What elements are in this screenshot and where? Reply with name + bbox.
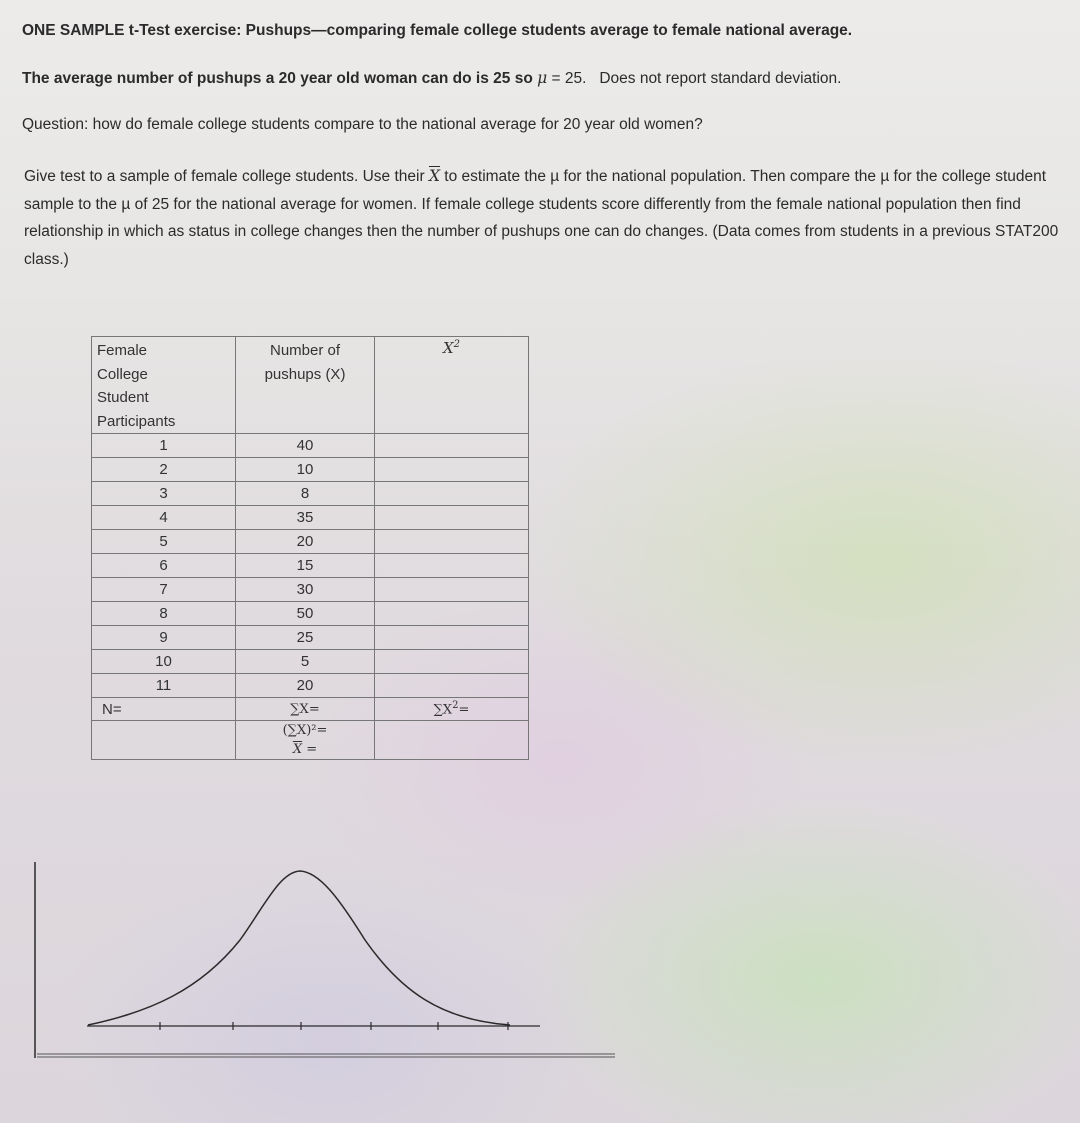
paragraph-part1: Give test to a sample of female college students. Use their: [24, 168, 425, 185]
participant-cell: 1: [92, 434, 236, 458]
participant-cell: 4: [92, 506, 236, 530]
sum-x-label: ∑X=: [236, 698, 375, 721]
header-x-squared: $X^2$: [375, 337, 529, 434]
header-participants: Female College Student Participants: [92, 337, 236, 434]
participant-cell: 11: [92, 674, 236, 698]
participant-cell: 7: [92, 578, 236, 602]
pushups-cell: 5: [236, 650, 375, 674]
pushups-cell: 30: [236, 578, 375, 602]
pushups-cell: 40: [236, 434, 375, 458]
pushups-cell: 50: [236, 602, 375, 626]
n-label: N=: [92, 698, 236, 721]
mu-symbol: μ: [537, 69, 548, 87]
participant-cell: 6: [92, 554, 236, 578]
sum-x-quantity-squared: (∑X)²=: [282, 723, 328, 738]
mean-label: $\overline{X}$ =: [292, 742, 318, 757]
header-pushups: Number of pushups (X): [236, 337, 375, 434]
pushups-cell: 10: [236, 458, 375, 482]
pushups-cell: 20: [236, 674, 375, 698]
pushups-cell: 15: [236, 554, 375, 578]
participant-cell: 5: [92, 530, 236, 554]
xbar-symbol: $\overline{X}$: [428, 167, 440, 185]
participant-cell: 2: [92, 458, 236, 482]
paragraph-part2: to estimate the µ for the national population. Then compare the µ for the college student sample to the µ of 25 for the national average for women. If female college students score differently from the female national population then find relationship in which as status in college changes then the number of pushups one can do changes. (Data comes from students in a previous STAT200 class.): [24, 168, 1059, 268]
participant-cell: 8: [92, 602, 236, 626]
sd-note: Does not report standard deviation.: [599, 70, 842, 87]
pushups-cell: 8: [236, 482, 375, 506]
pushups-cell: 25: [236, 626, 375, 650]
page-title: ONE SAMPLE t-Test exercise: Pushups—comparing female college students average to female national average.: [22, 22, 853, 39]
participant-cell: 10: [92, 650, 236, 674]
bell-curve: [88, 871, 510, 1025]
mu-equation: = 25.: [551, 70, 587, 87]
pushups-cell: 20: [236, 530, 375, 554]
question-text: Question: how do female college students compare to the national average for 20 year old women?: [22, 116, 703, 133]
participant-cell: 3: [92, 482, 236, 506]
pushups-cell: 35: [236, 506, 375, 530]
participant-cell: 9: [92, 626, 236, 650]
sum-x-squared-label: $\sum X^2=$: [375, 698, 529, 721]
average-lead: The average number of pushups a 20 year old woman can do is 25 so: [22, 70, 533, 87]
